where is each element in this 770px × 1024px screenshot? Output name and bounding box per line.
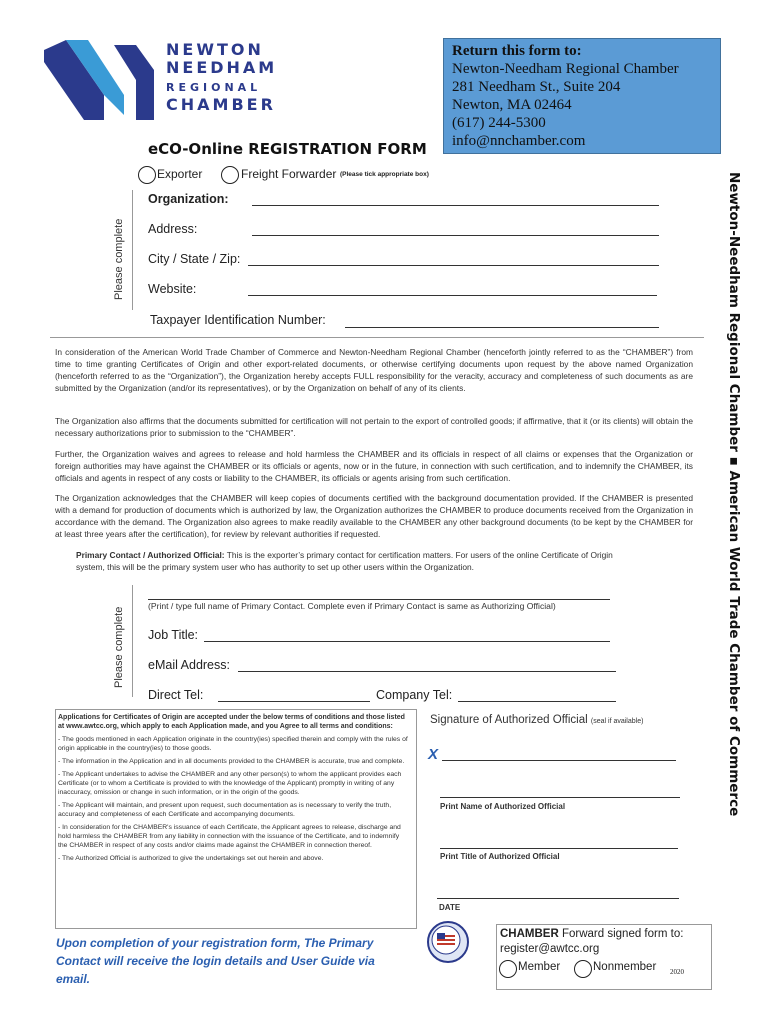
exporter-checkbox[interactable] xyxy=(138,166,156,184)
address-label: Address: xyxy=(148,222,198,236)
return-line-4: (617) 244-5300 xyxy=(452,115,546,131)
logo-line-3: REGIONAL xyxy=(166,81,262,94)
forwarder-checkbox[interactable] xyxy=(221,166,239,184)
section-separator xyxy=(50,337,704,338)
please-complete-label-1: Please complete xyxy=(113,218,125,300)
signature-x: X xyxy=(428,746,439,763)
return-title: Return this form to: xyxy=(452,43,582,59)
taxpayer-label: Taxpayer Identification Number: xyxy=(150,313,326,327)
term-5: - In consideration for the CHAMBER's issuance of each Certificate, the Applicant agrees to release, discharge and hold harmless the CHAMBER from any liability in connection with the issuance of the Certificate, and to indemnify the CHAMBER in respect of any costs and/or claims made against the CHAMBER in connection thereof. xyxy=(58,824,401,849)
terms-heading: Applications for Certificates of Origin are accepted under the below terms of conditions and those listed at www.awtcc.org, which apply to each Application made, and you Agree to all terms and conditions: xyxy=(58,714,405,730)
return-line-2: 281 Needham St., Suite 204 xyxy=(452,79,621,95)
term-1: - The goods mentioned in each Application originate in the country(ies) specified therein and comply with the rules of origin applicable in the country(ies) to those goods. xyxy=(58,736,408,752)
exporter-label: Exporter xyxy=(157,167,203,181)
logo-line-4: CHAMBER xyxy=(166,95,276,114)
terms-paragraph-4: The Organization acknowledges that the CHAMBER will keep copies of documents certified with the background documentation provided. If the CHAMBER is presented with a demand for production of documents which is authorized by law, the Organization authorizes the CHAMBER to produce documents received from the Organization in accordance with the demand. The Organization also agrees to make readily available to the CHAMBER any other background documents (to be kept by the CHAMBER for at least three years after the certification), for review by relevant authorities if requested. xyxy=(55,493,693,539)
form-title: eCO-Online REGISTRATION FORM xyxy=(148,140,427,158)
direct-tel-label: Direct Tel: xyxy=(148,688,204,702)
print-name-field[interactable] xyxy=(440,797,680,798)
city-label: City / State / Zip: xyxy=(148,252,241,266)
direct-tel-field[interactable] xyxy=(218,701,370,702)
term-6: - The Authorized Official is authorized to give the undertakings set out herein and above. xyxy=(58,855,324,862)
nonmember-checkbox[interactable] xyxy=(574,960,592,978)
city-field[interactable] xyxy=(248,265,659,266)
website-label: Website: xyxy=(148,282,197,296)
signature-label xyxy=(430,714,643,726)
terms-paragraph-2: The Organization also affirms that the documents submitted for certification will not pertain to the export of controlled goods; if affirmative, that it (or its clients) will obtain the necessary authorizations prior to submission to the “CHAMBER”. xyxy=(55,416,693,438)
email-label: eMail Address: xyxy=(148,658,230,672)
term-3: - The Applicant undertakes to advise the CHAMBER and any other person(s) to whom the applicant provides each Certificate (or to whom a Certificate is provided to with the knowledge of the Applicant) promptly in writing of any inaccuracy, omission or change in such information, or in the origin of the goods. xyxy=(58,771,402,796)
terms-paragraph-1: In consideration of the American World Trade Chamber of Commerce and Newton-Needham Regional Chamber (henceforth jointly referred to as the “CHAMBER”) from time to time granting Certificates of Origin and other export-related documents, or otherwise certifying documents upon request by the above named Organization (henceforth referred to as the “Organization”), the Organization hereby accepts FULL responsibility for the veracity, accuracy and completeness of such documents as are submitted by the Organization (and/or its representatives), or by the Organization on behalf of any of its clients. xyxy=(55,347,693,393)
contact-name-note: (Print / type full name of Primary Contact. Complete even if Primary Contact is same as Authorizing Official) xyxy=(148,601,556,611)
address-field[interactable] xyxy=(252,235,659,236)
seal-note: (seal if available) xyxy=(590,718,644,725)
contact-name-field[interactable] xyxy=(148,599,610,600)
organization-field[interactable] xyxy=(252,205,659,206)
website-field[interactable] xyxy=(248,295,657,296)
email-field[interactable] xyxy=(238,671,616,672)
chamber-seal-icon xyxy=(427,921,469,963)
chamber-forward-email: register@awtcc.org xyxy=(500,943,600,955)
tick-note: (Please tick appropriate box) xyxy=(340,171,429,178)
print-name-label: Print Name of Authorized Official xyxy=(440,802,566,811)
return-line-1: Newton-Needham Regional Chamber xyxy=(452,61,679,77)
taxpayer-field[interactable] xyxy=(345,327,659,328)
chamber-forward-bold: CHAMBER xyxy=(500,928,559,940)
return-address-box xyxy=(443,38,721,154)
print-title-field[interactable] xyxy=(440,848,678,849)
chamber-logo xyxy=(44,40,278,122)
nonmember-label: Nonmember xyxy=(593,961,657,973)
return-line-5: info@nnchamber.com xyxy=(452,133,586,149)
date-label: DATE xyxy=(439,903,461,912)
forwarder-label: Freight Forwarder xyxy=(241,167,337,181)
terms-list xyxy=(58,713,410,863)
signature-text: Signature of Authorized Official xyxy=(430,714,588,726)
signature-field[interactable] xyxy=(442,760,676,761)
primary-contact-note xyxy=(76,549,616,573)
job-title-field[interactable] xyxy=(204,641,610,642)
return-line-3: Newton, MA 02464 xyxy=(452,97,572,113)
logo-line-1: NEWTON xyxy=(166,40,264,59)
company-tel-label: Company Tel: xyxy=(376,688,453,702)
chamber-forward-line xyxy=(500,928,683,940)
side-banner-text: Newton-Needham Regional Chamber ▪ American World Trade Chamber of Commerce xyxy=(726,172,742,817)
completion-note: Upon completion of your registration form, The Primary Contact will receive the login details and User Guide via email. xyxy=(56,936,375,986)
date-field[interactable] xyxy=(437,898,679,899)
term-4: - The Applicant will maintain, and present upon request, such documentation as is necessary to verify the truth, accuracy and completeness of each Certificate and accompanying documents. xyxy=(58,802,392,818)
term-2: - The information in the Application and in all documents provided to the CHAMBER is accurate, true and complete. xyxy=(58,758,405,765)
job-title-label: Job Title: xyxy=(148,628,199,642)
logo-line-2: NEEDHAM xyxy=(166,58,278,77)
logo-mark-icon xyxy=(44,40,164,122)
primary-contact-text: This is the exporter’s primary contact for certification matters. For users of the online Certificate of Origin system, this will be the primary system user who has authority to set up other users within the Organization. xyxy=(76,550,613,572)
terms-paragraph-3: Further, the Organization waives and agrees to release and hold harmless the CHAMBER and its officials in respect of all claims or expenses that the Organization or foreign authorities may have against the CHAMBER or its officials or agents, now or in the future, in connection with such certification, and to indemnify the CHAMBER, its officials and agents in respect of any costs or liability to the CHAMBER, its officials or agents arising from such certification. xyxy=(55,449,693,483)
member-checkbox[interactable] xyxy=(499,960,517,978)
company-tel-field[interactable] xyxy=(458,701,616,702)
primary-contact-heading: Primary Contact / Authorized Official: xyxy=(76,550,225,560)
chamber-forward-text: Forward signed form to: xyxy=(558,928,684,940)
form-year: 2020 xyxy=(670,968,684,976)
please-complete-label-2: Please complete xyxy=(113,606,125,688)
print-title-label: Print Title of Authorized Official xyxy=(440,852,560,861)
member-label: Member xyxy=(518,961,561,973)
organization-label: Organization: xyxy=(148,192,229,206)
